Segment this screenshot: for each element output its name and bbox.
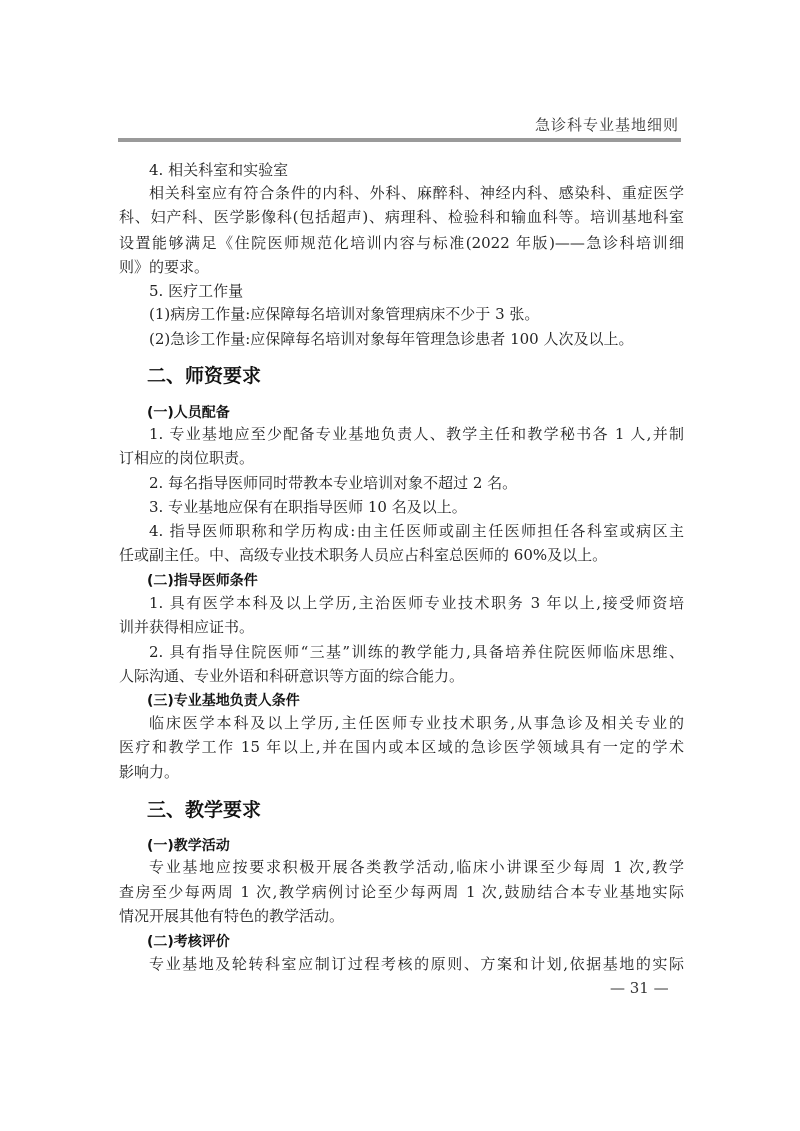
page-number: — 31 — <box>610 979 669 997</box>
paragraph-line: 查房至少每两周 1 次,教学病例讨论至少每两周 1 次,鼓励结合本专业基地实际 <box>119 883 684 901</box>
paragraph-line: 设置能够满足《住院医师规范化培训内容与标准(2022 年版)——急诊科培训细 <box>119 234 684 252</box>
running-header: 急诊科专业基地细则 <box>534 116 679 134</box>
paragraph-line: 订相应的岗位职责。 <box>119 449 255 467</box>
subsection-heading-4: 4. 相关科室和实验室 <box>149 161 289 179</box>
paragraph-line: 则》的要求。 <box>119 258 210 276</box>
list-item: (2)急诊工作量:应保障每名培训对象每年管理急诊患者 100 人次及以上。 <box>149 330 634 348</box>
paragraph-line: 医疗和教学工作 15 年以上,并在国内或本区域的急诊医学领域具有一定的学术 <box>119 738 684 756</box>
subsection-title: (一)教学活动 <box>147 838 230 854</box>
paragraph-line: 情况开展其他有特色的教学活动。 <box>119 907 345 925</box>
paragraph-line: 相关科室应有符合条件的内科、外科、麻醉科、神经内科、感染科、重症医学 <box>149 184 684 202</box>
paragraph-line: 影响力。 <box>119 763 180 781</box>
section-title-2: 二、师资要求 <box>147 365 262 387</box>
paragraph-line: 专业基地应按要求积极开展各类教学活动,临床小讲课至少每周 1 次,教学 <box>149 858 684 876</box>
paragraph-line: 临床医学本科及以上学历,主任医师专业技术职务,从事急诊及相关专业的 <box>149 714 684 732</box>
section-title-3: 三、教学要求 <box>147 799 262 821</box>
paragraph-line: 训并获得相应证书。 <box>119 618 255 636</box>
paragraph-line: 2. 具有指导住院医师“三基”训练的教学能力,具备培养住院医师临床思维、 <box>149 643 684 661</box>
paragraph-line: 任或副主任。中、高级专业技术职务人员应占科室总医师的 60%及以上。 <box>119 546 608 564</box>
paragraph-line: 1. 具有医学本科及以上学历,主治医师专业技术职务 3 年以上,接受师资培 <box>149 594 684 612</box>
subsection-title: (二)指导医师条件 <box>147 573 258 589</box>
paragraph-line: 2. 每名指导医师同时带教本专业培训对象不超过 2 名。 <box>149 474 518 492</box>
subsection-title: (二)考核评价 <box>147 934 230 950</box>
subsection-heading-5: 5. 医疗工作量 <box>149 282 244 300</box>
subsection-title: (一)人员配备 <box>147 405 230 421</box>
subsection-title: (三)专业基地负责人条件 <box>147 693 300 709</box>
paragraph-line: 1. 专业基地应至少配备专业基地负责人、教学主任和教学秘书各 1 人,并制 <box>149 425 684 443</box>
paragraph-line: 人际沟通、专业外语和科研意识等方面的综合能力。 <box>119 667 465 685</box>
paragraph-line: 专业基地及轮转科室应制订过程考核的原则、方案和计划,依据基地的实际 <box>149 955 684 973</box>
paragraph-line: 科、妇产科、医学影像科(包括超声)、病理科、检验科和输血科等。培训基地科室 <box>119 208 684 226</box>
paragraph-line: 4. 指导医师职称和学历构成:由主任医师或副主任医师担任各科室或病区主 <box>149 522 684 540</box>
list-item: (1)病房工作量:应保障每名培训对象管理病床不少于 3 张。 <box>149 305 540 323</box>
header-rule <box>118 138 681 142</box>
paragraph-line: 3. 专业基地应保有在职指导医师 10 名及以上。 <box>149 498 467 516</box>
